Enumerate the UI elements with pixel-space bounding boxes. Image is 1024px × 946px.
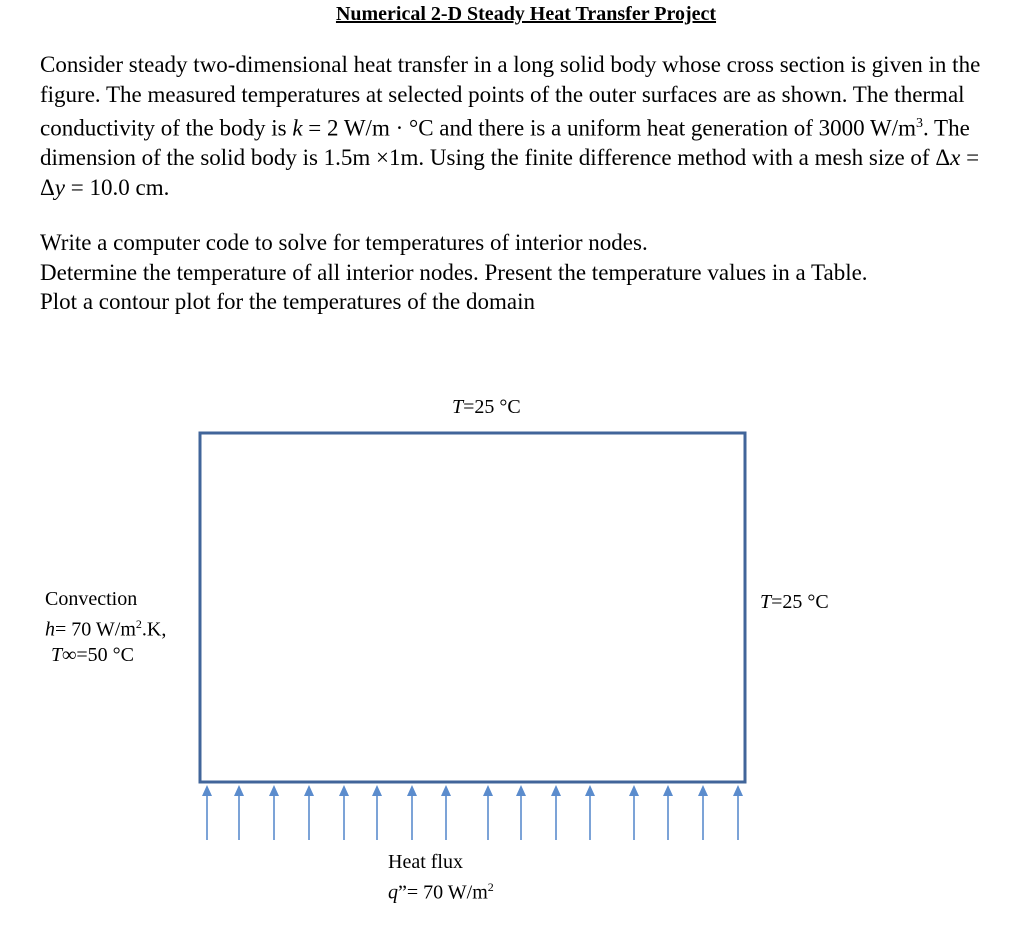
instruction-line: Determine the temperature of all interior nodes. Present the temperature values in a Table. (40, 259, 868, 285)
equals-delta-text: = Δ (40, 145, 980, 200)
heat-flux-arrow (372, 785, 382, 840)
heat-flux-arrow (407, 785, 417, 840)
heat-flux-label: Heat flux (388, 851, 463, 873)
k-value-text: = 2 W/m · °C and there is a uniform heat generation of 3000 W/m (302, 115, 916, 141)
heat-flux-arrow (483, 785, 493, 840)
k-symbol: k (292, 115, 303, 141)
heat-flux-arrow (585, 785, 595, 840)
y-symbol: y (54, 174, 66, 200)
dimensions-text: . The dimension of the solid body is 1.5m ×1m. Using the finite difference method with a mesh size of Δ (40, 115, 970, 171)
instruction-line: Plot a contour plot for the temperatures of the domain (40, 289, 536, 314)
intro-text: Consider steady two-dimensional heat transfer in a long solid body whose cross section is given in the figure. The measured temperatures at selected points of the outer surfaces are as shown. The thermal conductivity of the body is (40, 52, 981, 141)
convection-coefficient: h= 70 $W/m^2.K$, (45, 617, 167, 641)
heat-flux-arrow (629, 785, 639, 840)
heat-flux-arrow (234, 785, 244, 840)
top-boundary-label: T=25 °C (452, 396, 521, 418)
instruction-line: Write a computer code to solve for temperatures of interior nodes. (40, 230, 648, 255)
ambient-temperature: T∞=50 °C (51, 643, 135, 666)
heat-flux-arrow (441, 785, 451, 840)
page-title: Numerical 2-D Steady Heat Transfer Project (335, 3, 717, 25)
x-symbol: x (950, 145, 961, 171)
generation-exponent: 3 (915, 116, 923, 131)
heat-flux-arrow (304, 785, 314, 840)
solid-body-outline (200, 433, 745, 782)
heat-flux-arrows (202, 785, 743, 840)
heat-flux-arrow (733, 785, 743, 840)
heat-flux-arrow (269, 785, 279, 840)
left-boundary-label (45, 587, 166, 668)
heat-flux-arrow (202, 785, 212, 840)
heat-flux-arrow (698, 785, 708, 840)
right-boundary-label: T=25 °C (760, 591, 829, 613)
mesh-size-text: = 10.0 cm. (65, 174, 170, 200)
heat-flux-arrow (516, 785, 526, 840)
heat-flux-value: q”= 70 $W/m^2$ (388, 880, 494, 904)
heat-flux-arrow (339, 785, 349, 840)
heat-flux-arrow (663, 785, 673, 840)
heat-flux-arrow (551, 785, 561, 840)
bottom-boundary-label (388, 850, 494, 906)
convection-label: Convection (45, 588, 138, 610)
